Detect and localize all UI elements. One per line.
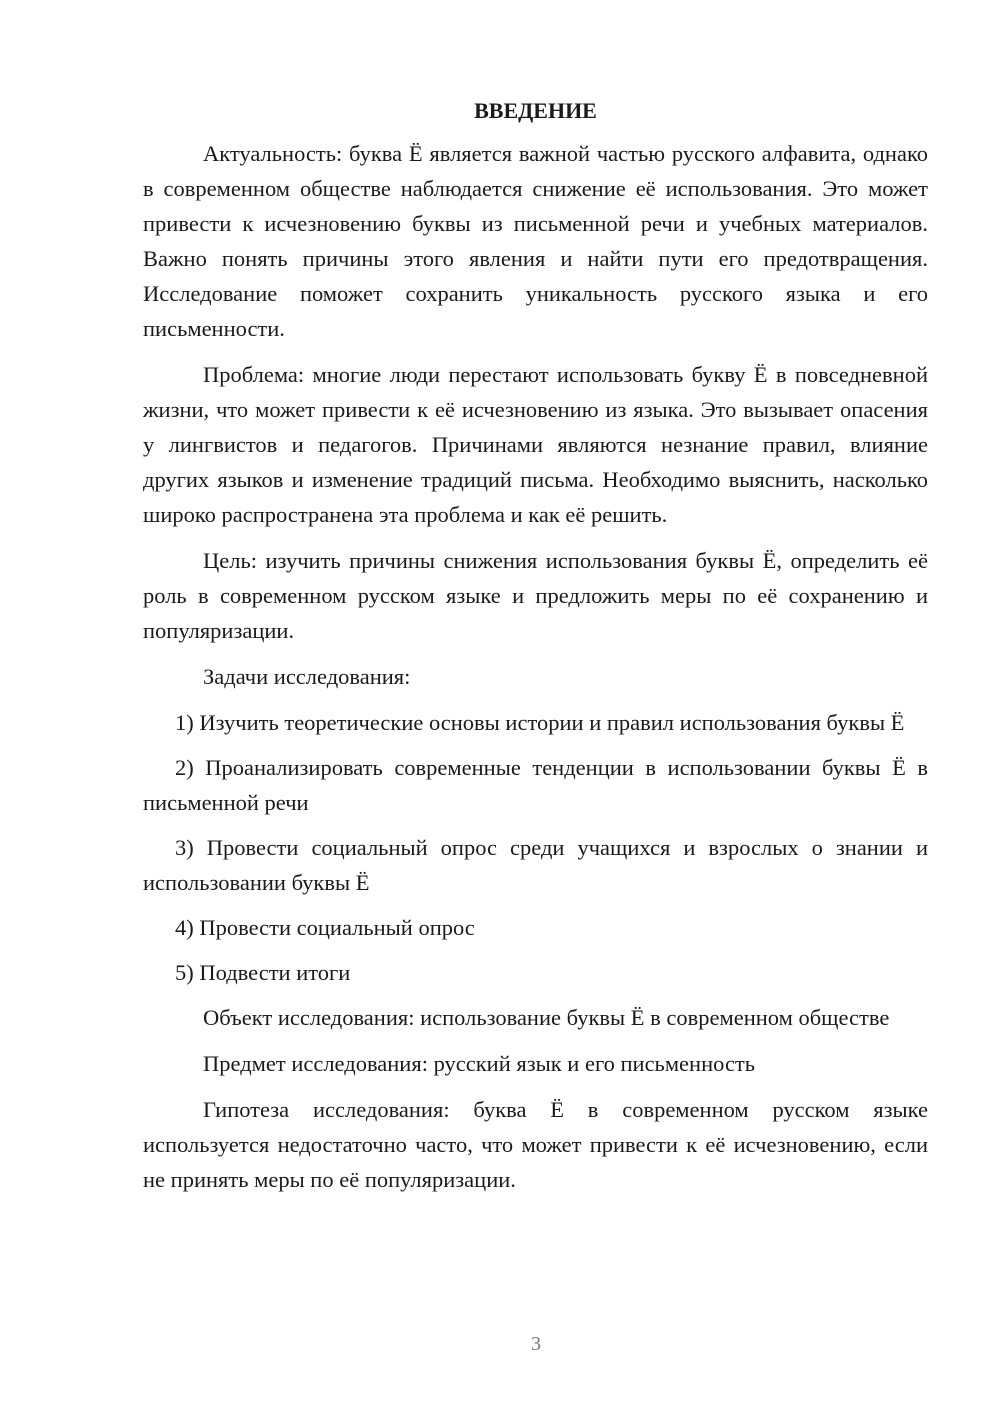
section-title: ВВЕДЕНИЕ [474,98,597,123]
hypothesis-paragraph: Гипотеза исследования: буква Ё в современном русском языке используется недостаточно часто, что может привести к её исчезновению, если не принять меры по её популяризации. [143,1097,928,1192]
page-number: 3 [531,1333,541,1355]
task-item: 3) Провести социальный опрос среди учащихся и взрослых о знании и использовании буквы Ё [143,835,928,895]
tasks-heading: Задачи исследования: [203,664,411,689]
object-paragraph: Объект исследования: использование буквы Ё в современном обществе [203,1005,890,1030]
relevance-paragraph: Актуальность: буква Ё является важной частью русского алфавита, однако в современном обществе наблюдается снижение её использования. Это может привести к исчезновению буквы из письменной речи и учебных материалов. Важно понять причины этого явления и найти пути его предотвращения. Исследование поможет сохранить уникальность русского языка и его письменности. [143,141,928,341]
goal-paragraph: Цель: изучить причины снижения использования буквы Ё, определить её роль в современном русском языке и предложить меры по её сохранению и популяризации. [143,548,928,643]
subject-paragraph: Предмет исследования: русский язык и его письменность [203,1051,756,1076]
task-item: 5) Подвести итоги [175,960,351,985]
document-page [143,96,928,1208]
problem-paragraph: Проблема: многие люди перестают использовать букву Ё в повседневной жизни, что может привести к её исчезновению из языка. Это вызывает опасения у лингвистов и педагогов. Причинами являются незнание правил, влияние других языков и изменение традиций письма. Необходимо выяснить, насколько широко распространена эта проблема и как её решить. [143,362,928,527]
task-item: 1) Изучить теоретические основы истории и правил использования буквы Ё [175,710,905,735]
task-item: 4) Провести социальный опрос [175,915,475,940]
task-item: 2) Проанализировать современные тенденции в использовании буквы Ё в письменной речи [143,755,928,815]
